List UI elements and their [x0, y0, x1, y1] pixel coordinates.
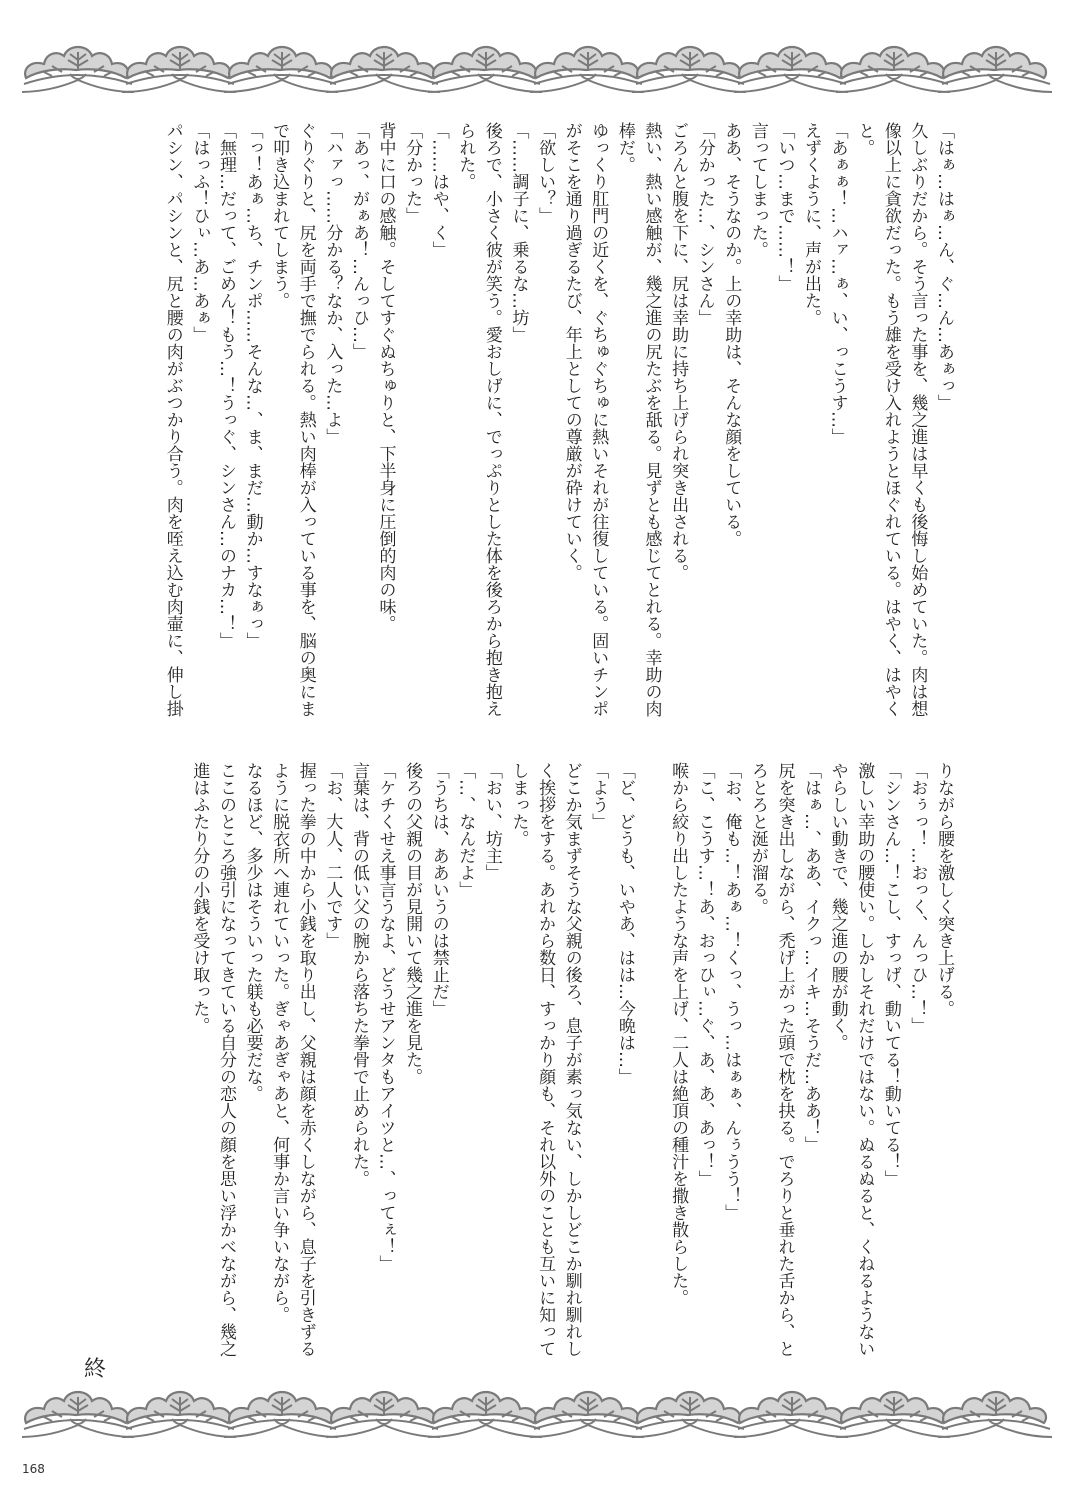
text-column: 「無理…だって、ごめん！もう…！うっぐ、シンさん…のナカ…！」 — [215, 122, 236, 649]
text-column: 後ろの父親の目が見開いて幾之進を見た。 — [402, 762, 423, 1085]
text-column: 棒だ。 — [614, 122, 635, 173]
text-column: 「…、なんだよ」 — [455, 762, 476, 898]
pine-tree-icon — [428, 1392, 542, 1437]
pine-tree-icon — [938, 1392, 1052, 1437]
text-column: 久しぶりだから。そう言った事を、幾之進は早くも後悔し始めていた。肉は想 — [907, 122, 928, 717]
text-column: 「あっ、がぁあ！…んっひ…」 — [348, 122, 369, 360]
text-column: 「シンさん…！こし、すっげ、動いてる！動いてる！」 — [880, 762, 901, 1187]
text-column: 「はっふ！ひぃ…あ…あぁ」 — [189, 122, 210, 343]
text-column: パシン、パシンと、尻と腰の肉がぶつかり合う。肉を咥え込む肉壷に、伸し掛 — [162, 122, 183, 717]
text-column: えずくように、声が出た。 — [801, 122, 822, 326]
text-column: く挨拶をする。あれから数日、すっかり顔も、それ以外のことも互いに知って — [535, 762, 556, 1357]
text-column: 「分かった」 — [402, 122, 423, 224]
top-text-block — [159, 122, 957, 717]
text-column: ここのところ強引になってきている自分の恋人の顔を思い浮かべながら、幾之 — [215, 762, 236, 1357]
pine-tree-icon — [836, 1392, 950, 1437]
end-mark: 終 — [84, 1357, 107, 1382]
top-pine-border — [22, 40, 1052, 102]
text-column: 「……はや、く」 — [428, 122, 449, 258]
pine-tree-icon — [428, 47, 542, 92]
text-column: 「いつ…まで……！」 — [774, 122, 795, 292]
text-column: 「はぁ…はぁ…ん、ぐ…ん…あぁっ」 — [934, 122, 954, 411]
text-column: 言葉は、背の低い父の腕から落ちた拳骨で止められた。 — [348, 762, 369, 1187]
text-column: 「おぅっ！…おっく、んっひ…！」 — [907, 762, 928, 1034]
text-column: 「欲しい？」 — [535, 122, 556, 224]
text-column: 「はぁ…、ああ、イクっ…イキ…そうだ…ああ！」 — [801, 762, 822, 1153]
text-column: 「分かった…、シンさん」 — [694, 122, 715, 326]
pine-tree-icon — [22, 1392, 134, 1437]
text-column: がそこを通り過ぎるたび、年上としての尊厳が砕けていく。 — [561, 122, 582, 581]
text-column: なるほど、多少はそういった躾も必要だな。 — [242, 762, 263, 1102]
text-column: やらしい動きで、幾之進の腰が動く。 — [827, 762, 848, 1051]
text-column: 進はふたり分の小銭を受け取った。 — [189, 762, 210, 1034]
text-column: 「こ、こうす…！あ、おっひぃ…ぐ、あ、あ、あっ！」 — [694, 762, 715, 1187]
pine-tree-icon — [836, 47, 950, 92]
text-column: 「お、大人、二人です」 — [322, 762, 343, 949]
pine-tree-icon — [224, 47, 338, 92]
text-column: 「っ！あぁ…ち、チンポ……そんな…、ま、まだ…動か…すなぁっ」 — [242, 122, 263, 649]
pine-tree-icon — [326, 47, 440, 92]
bottom-pine-border — [22, 1385, 1052, 1447]
text-column: 「ど、どうも、いやあ、はは…今晩は…」 — [614, 762, 635, 1085]
text-column: 「……調子に、乗るな…坊」 — [508, 122, 529, 343]
pine-tree-icon — [734, 47, 848, 92]
text-column: 「よう」 — [588, 762, 609, 830]
pine-tree-icon — [530, 1392, 644, 1437]
text-column: 「ハァっ……分かる？なか、入った…よ」 — [322, 122, 343, 445]
pine-tree-icon — [326, 1392, 440, 1437]
pine-tree-icon — [734, 1392, 848, 1437]
text-column: 「うちは、ああいうのは禁止だ」 — [428, 762, 449, 1017]
text-column: 「お、俺も…！あぁ…！くっ、うっ…はぁぁ、んぅうう！」 — [721, 762, 742, 1221]
text-column: 「おい、坊主」 — [481, 762, 502, 881]
text-column: ああ、そうなのか。上の幸助は、そんな顔をしている。 — [721, 122, 742, 547]
pine-tree-icon — [632, 1392, 746, 1437]
pine-tree-icon — [122, 47, 236, 92]
text-column: 喉から絞り出したような声を上げ、二人は絶頂の種汁を撒き散らした。 — [668, 762, 689, 1306]
pine-tree-icon — [938, 47, 1052, 92]
text-column: られた。 — [455, 122, 476, 190]
pine-tree-icon — [22, 47, 134, 92]
text-column: 熱い、熱い感触が、幾之進の尻たぶを舐る。見ずとも感じてとれる。幸助の肉 — [641, 122, 662, 717]
page-number: 168 — [22, 1462, 45, 1476]
text-column: 言ってしまった。 — [747, 122, 768, 258]
text-column: と。 — [854, 122, 875, 156]
text-column: 像以上に貪欲だった。もう雄を受け入れようとほぐれている。はやく、はやく — [880, 122, 901, 717]
bottom-text-block — [186, 762, 957, 1357]
text-column: どこか気まずそうな父親の後ろ、息子が素っ気ない、しかしどこか馴れ馴れし — [561, 762, 582, 1357]
pine-tree-icon — [224, 1392, 338, 1437]
text-column: ぐりぐりと、尻を両手で撫でられる。熱い肉棒が入っている事を、脳の奥にま — [295, 122, 316, 717]
text-column: 「ケチくせえ事言うなよ、どうせアンタもアイツと…、ってぇ！」 — [375, 762, 396, 1272]
text-column: しまった。 — [508, 762, 529, 847]
pine-tree-icon — [530, 47, 644, 92]
text-column: りながら腰を激しく突き上げる。 — [934, 762, 954, 1017]
text-column: 尻を突き出しながら、禿げ上がった頭で枕を抉る。でろりと垂れた舌から、と — [774, 762, 795, 1357]
text-column: ごろんと腹を下に、尻は幸助に持ち上げられ突き出される。 — [668, 122, 689, 581]
text-column: で叩き込まれてしまう。 — [269, 122, 290, 309]
text-column: 「あぁぁ！…ハァ…ぁ、い、っこうす…」 — [827, 122, 848, 445]
pine-tree-icon — [632, 47, 746, 92]
text-column: 激しい幸助の腰使い。しかしそれだけではない。ぬるぬると、くねるようない — [854, 762, 875, 1357]
text-column: 背中に口の感触。そしてすぐぬちゅりと、下半身に圧倒的肉の味。 — [375, 122, 396, 632]
text-column: ように脱衣所へ連れていった。ぎゃあぎゃあと、何事か言い争いながら。 — [269, 762, 290, 1323]
text-column: ゆっくり肛門の近くを、ぐちゅぐちゅに熱いそれが往復している。固いチンポ — [588, 122, 609, 717]
text-column: 握った拳の中から小銭を取り出し、父親は顔を赤くしながら、息子を引きずる — [295, 762, 316, 1357]
pine-tree-icon — [122, 1392, 236, 1437]
text-column: 後ろで、小さく彼が笑う。愛おしげに、でっぷりとした体を後ろから抱き抱え — [481, 122, 502, 717]
text-column: ろとろと涎が溜る。 — [747, 762, 768, 915]
